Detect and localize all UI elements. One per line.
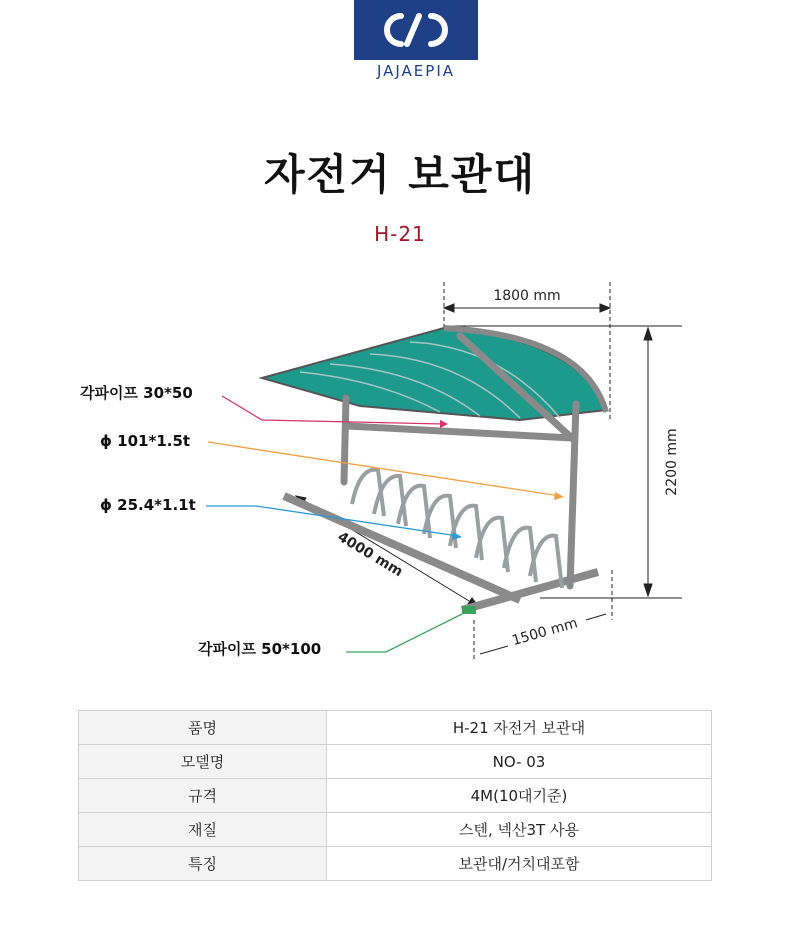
spec-table (78, 710, 712, 881)
brand-logo (354, 0, 478, 60)
dim-depth-label: 1500 mm (510, 615, 580, 650)
label-rack: ϕ 25.4*1.1t (100, 496, 196, 514)
model-code: H-21 (374, 222, 426, 246)
label-roof-pipe: 각파이프 30*50 (80, 384, 193, 402)
label-base: 각파이프 50*100 (198, 640, 322, 658)
label-column: ϕ 101*1.5t (100, 432, 191, 450)
page-title: 자전거 보관대 (263, 150, 537, 199)
spec-label: 특징 (79, 847, 327, 881)
spec-row (79, 813, 712, 847)
spec-row (79, 847, 712, 881)
spec-value: 보관대/거치대포함 (327, 847, 712, 881)
base-frame (284, 496, 598, 610)
spec-label: 재질 (79, 813, 327, 847)
brand-logo-icon (379, 10, 453, 50)
dim-width-label: 1800 mm (493, 288, 561, 304)
dim-height-label: 2200 mm (664, 428, 680, 496)
product-diagram (0, 270, 800, 690)
spec-label: 품명 (79, 711, 327, 745)
spec-label: 모델명 (79, 745, 327, 779)
spec-value: H-21 자전거 보관대 (327, 711, 712, 745)
spec-value: 4M(10대기준) (327, 779, 712, 813)
spec-row (79, 779, 712, 813)
dim-length-label: 4000 mm (334, 528, 406, 581)
spec-row (79, 745, 712, 779)
spec-row (79, 711, 712, 745)
brand-name: JAJAEPIA (376, 62, 456, 80)
leader-base (346, 614, 462, 652)
spec-label: 규격 (79, 779, 327, 813)
spec-value: 스텐, 넥산3T 사용 (327, 813, 712, 847)
spec-value: NO- 03 (327, 745, 712, 779)
